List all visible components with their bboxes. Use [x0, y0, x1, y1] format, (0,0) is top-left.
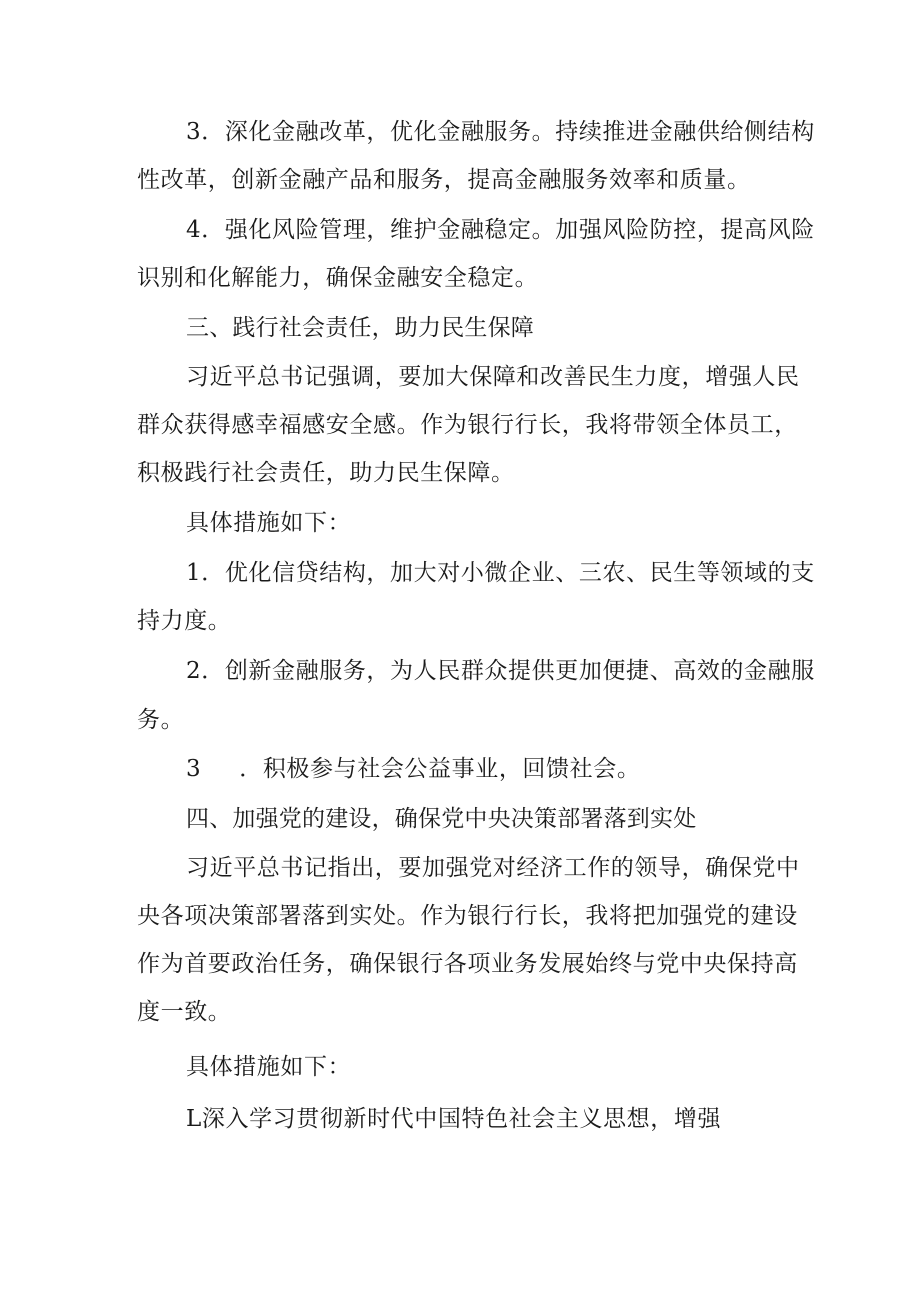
section-3-intro-line-1: 习近平总书记强调，要加大保障和改善民生力度，增强人民 — [186, 364, 800, 390]
section-3-item-2-line-2: 务。 — [137, 707, 185, 733]
section-4-item-1-partial: L深入学习贯彻新时代中国特色社会主义思想，增强 — [186, 1106, 722, 1132]
section-3-item-2-line-1: 2．创新金融服务，为人民群众提供更加便捷、高效的金融服 — [186, 658, 815, 684]
section-3-item-3-text: ．积极参与社会公益事业，回馈社会。 — [239, 756, 641, 782]
section-4-intro-line-3: 作为首要政治任务，确保银行各项业务发展始终与党中央保持高 — [137, 951, 798, 977]
section-4-measures-label: 具体措施如下： — [186, 1054, 352, 1080]
section-4-intro-line-2: 央各项决策部署落到实处。作为银行行长，我将把加强党的建设 — [137, 903, 798, 929]
section-4-intro-line-4: 度一致。 — [137, 999, 232, 1025]
item-4-line-1: 4．强化风险管理，维护金融稳定。加强风险防控，提高风险 — [186, 217, 815, 243]
section-3-item-1-line-2: 持力度。 — [137, 608, 232, 634]
section-3-item-3 — [186, 754, 640, 784]
section-3-intro-line-2: 群众获得感幸福感安全感。作为银行行长，我将带领全体员工， — [137, 412, 798, 438]
item-4-line-2: 识别和化解能力，确保金融安全稳定。 — [137, 265, 539, 291]
section-3-heading: 三、践行社会责任，助力民生保障 — [186, 315, 534, 341]
section-3-item-1-line-1: 1．优化信贷结构，加大对小微企业、三农、民生等领域的支 — [186, 560, 815, 586]
section-3-measures-label: 具体措施如下： — [186, 510, 352, 536]
section-3-intro-line-3: 积极践行社会责任，助力民生保障。 — [137, 460, 515, 486]
section-4-heading: 四、加强党的建设，确保党中央决策部署落到实处 — [186, 806, 697, 832]
item-3-line-2: 性改革，创新金融产品和服务，提高金融服务效率和质量。 — [137, 167, 751, 193]
section-3-item-3-number: 3 — [186, 756, 202, 782]
section-4-intro-line-1: 习近平总书记指出，要加强党对经济工作的领导，确保党中 — [186, 855, 800, 881]
item-3-line-1: 3．深化金融改革，优化金融服务。持续推进金融供给侧结构 — [186, 119, 815, 145]
